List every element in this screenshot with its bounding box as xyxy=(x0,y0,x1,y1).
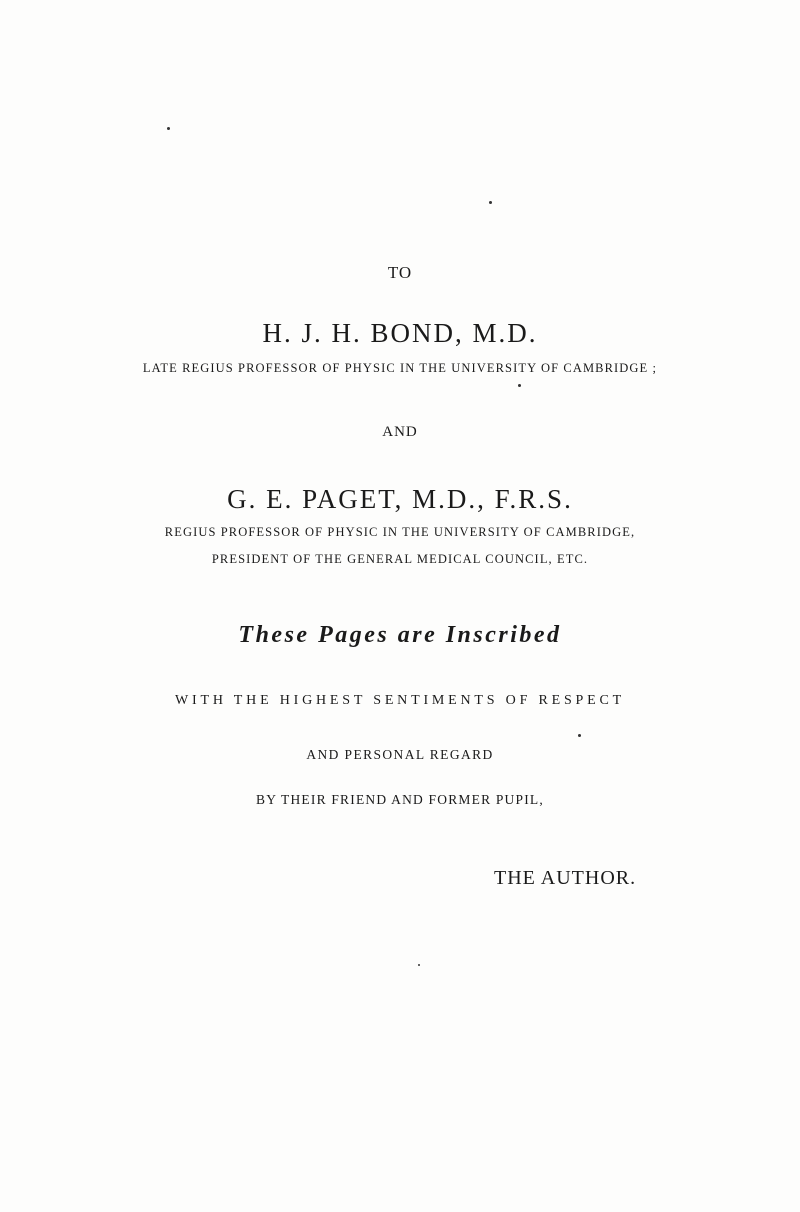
print-speck xyxy=(518,384,521,387)
author-signature: THE AUTHOR. xyxy=(494,867,637,889)
inscription-blackletter: These Pages are Inscribed xyxy=(238,622,562,648)
dedication-to: TO xyxy=(387,263,413,282)
recipient-1-name: H. J. H. BOND, M.D. xyxy=(262,318,538,348)
print-speck xyxy=(418,964,420,966)
recipient-2-name: G. E. PAGET, M.D., F.R.S. xyxy=(227,484,573,514)
print-speck xyxy=(578,734,581,737)
pupil-line: BY THEIR FRIEND AND FORMER PUPIL, xyxy=(256,792,544,807)
print-speck xyxy=(167,127,170,130)
respect-line: WITH THE HIGHEST SENTIMENTS OF RESPECT xyxy=(175,693,625,708)
recipient-2-title-line-2: PRESIDENT OF THE GENERAL MEDICAL COUNCIL, ETC. xyxy=(211,552,589,566)
regard-line: AND PERSONAL REGARD xyxy=(306,747,494,762)
dedication-and: AND xyxy=(382,424,418,440)
recipient-1-title: LATE REGIUS PROFESSOR OF PHYSIC IN THE UNIVERSITY OF CAMBRIDGE ; xyxy=(142,361,658,375)
print-speck xyxy=(489,201,492,204)
recipient-2-title-line-1: REGIUS PROFESSOR OF PHYSIC IN THE UNIVERSITY OF CAMBRIDGE, xyxy=(164,525,636,539)
